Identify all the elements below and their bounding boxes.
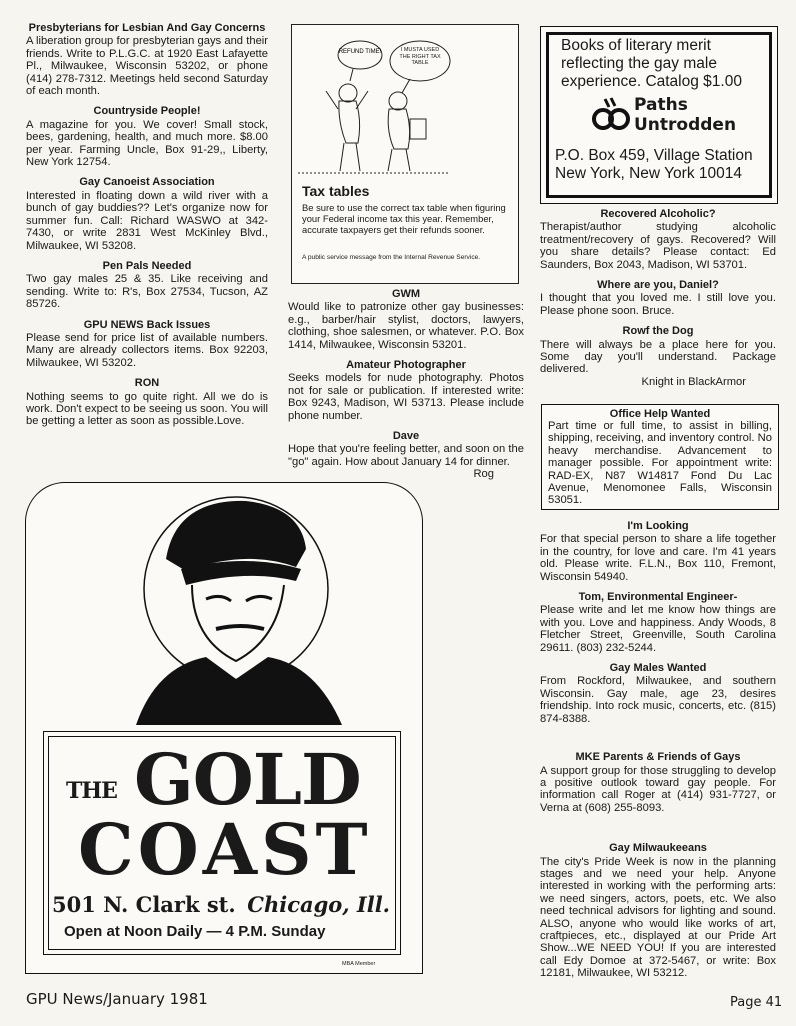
classified-ad	[540, 208, 776, 271]
classified-ad	[26, 176, 268, 251]
ad-body: A liberation group for presbyterian gays and their friends. Write to P.L.G.C. at 1920 East Lafayette Pl., Milwaukee, Wisconsin 53202, or phone (414) 278-7312. Meetings held second Saturday of each month.	[26, 35, 268, 98]
middle-column	[288, 288, 524, 489]
ad-heading: Presbyterians for Lesbian And Gay Concerns	[28, 22, 266, 34]
classified-ad	[540, 520, 776, 583]
books-address: P.O. Box 459, Village Station New York, New York 10014	[555, 147, 753, 182]
ad-body: A magazine for you. We cover! Small stock, bees, gardening, health, and much more. $8.00 per year. Farming Uncle, Box 91-29,, Liberty, New York 12754.	[26, 118, 268, 169]
classified-ad	[288, 288, 524, 351]
right-column-bottom	[540, 520, 776, 988]
ad-body: Nothing seems to go quite right. All we do is work. Don't expect to be seeing us soon. You will be getting a letter as soon as possible.Love.	[26, 390, 268, 428]
ad-body: There will always be a place here for you. Some day you'll understand. Package delivered.	[540, 338, 776, 376]
ad-body: The city's Pride Week is now in the planning stages and we need your help. Anyone interested in working with the performing arts: we need singers, actors, poets, etc. We also need technical advisors for lighting and sound. ALSO, anyone who would like works of art, craftpieces, etc., displayed at our Pride Art Show...WE NEED YOU! If you are interested call Edy Domoe at 372-5467, or write: Box 12181, Milwaukee, WI 53212.	[540, 855, 776, 980]
ad-heading: Rowf the Dog	[622, 325, 694, 338]
ad-heading: Tom, Environmental Engineer-	[578, 591, 738, 604]
tax-tables-psa	[291, 24, 519, 284]
ad-body: Please write and let me know how things are with you. Love and happiness. Andy Woods, 8 Fletcher Street, Greenville, South Carolina 29611. (803) 232-5244.	[540, 604, 776, 654]
books-logo-text	[634, 95, 736, 135]
classified-ad	[288, 359, 524, 422]
gold-coast-logo-box	[43, 731, 401, 955]
ad-heading: Recovered Alcoholic?	[600, 208, 716, 220]
ad-body: I thought that you loved me. I still love you. Please phone soon. Bruce.	[540, 292, 776, 317]
gold-coast-gold: GOLD	[134, 738, 361, 821]
gold-coast-coast: COAST	[78, 808, 372, 891]
ad-heading: I'm Looking	[627, 520, 689, 532]
ad-heading: MKE Parents & Friends of Gays	[575, 751, 741, 764]
ad-body: Two gay males 25 & 35. Like receiving and sending. Write to: R's, Box 27534, Tucson, AZ 85726.	[26, 273, 268, 311]
ad-heading: GWM	[391, 288, 421, 300]
ad-heading: Gay Milwaukeeans	[609, 842, 707, 855]
books-logo-line2: Untrodden	[634, 115, 737, 135]
tax-cartoon-illustration	[298, 31, 512, 179]
ad-body: Would like to patronize other gay businesses: e.g., barber/hair stylist, doctors, lawyers, clothing, shoe salesmen, or whatever. P.O. Box 1414, Milwaukee, Wisconsin 53201.	[288, 301, 524, 351]
ad-heading: Gay Canoeist Association	[79, 176, 215, 189]
gold-coast-ad	[25, 482, 423, 974]
tax-title: Tax tables	[302, 183, 370, 199]
gold-coast-address: 501 N. Clark st.	[52, 892, 236, 917]
classified-ad	[540, 662, 776, 725]
ad-body: A support group for those struggling to develop a positive outlook toward gay people. For information call Roger at (414) 931-7727, or Verna at (608) 255-8093.	[540, 764, 776, 814]
classified-ad	[26, 377, 268, 428]
tax-body: Be sure to use the correct tax table when figuring your Federal income tax this year. Remember, accurate taxpayers get their refunds sooner.	[302, 202, 506, 235]
ad-heading: Where are you, Daniel?	[597, 279, 719, 292]
ad-heading: Dave	[392, 430, 420, 443]
ad-body: Interested in floating down a wild river with a bunch of gay buddies?? Let's organize now for summer fun. Call: Richard WASWO at 342-7430, or write 2831 West McKinley Blvd., Milwaukee, WI 53208.	[26, 189, 268, 252]
office-help-heading: Office Help Wanted	[609, 408, 711, 420]
classified-ad	[540, 279, 776, 317]
classified-ad	[26, 319, 268, 370]
gold-coast-hours: Open at Noon Daily — 4 P.M. Sunday	[64, 923, 326, 940]
office-help-ad	[541, 404, 779, 510]
ad-body: From Rockford, Milwaukee, and southern Wisconsin. Gay male, age 23, desires friendship. Into rock music, concerts, etc. (815) 874-8388.	[540, 675, 776, 725]
classified-ad	[540, 842, 776, 979]
ad-body: For that special person to share a life together in the country, for love and care. I'm 41 years old. Please write. F.L.N., Box 110, Fremont, Wisconsin 54940.	[540, 533, 776, 583]
classified-ad	[26, 260, 268, 311]
classified-ad	[540, 591, 776, 654]
ad-heading: Amateur Photographer	[346, 359, 466, 372]
ad-signature: Knight in BlackArmor	[641, 375, 746, 388]
books-headline: Books of literary merit reflecting the gay male experience. Catalog $1.00	[561, 37, 742, 90]
classified-ad	[540, 751, 776, 814]
tax-note: A public service message from the Internal Revenue Service.	[302, 254, 481, 261]
ad-heading: Countryside People!	[93, 105, 201, 118]
right-column-top	[540, 208, 776, 396]
bubble-left-text: REFUND TIME!	[338, 49, 382, 55]
svg-text:REFUND TIME!	[339, 49, 382, 55]
gold-coast-city: Chicago, Ill.	[247, 892, 390, 917]
mba-member-label: MBA Member	[342, 961, 376, 967]
classified-ad	[288, 430, 524, 481]
gold-coast-the: THE	[66, 778, 117, 804]
ad-body: Please send for price list of available numbers. Many are already collectors items. Box 92203, Milwaukee, WI 53202.	[26, 331, 268, 369]
man-portrait-illustration	[96, 489, 356, 725]
ad-heading: RON	[134, 377, 160, 390]
left-column	[26, 22, 268, 436]
paths-untrodden-ad	[540, 26, 778, 204]
issue-footer: GPU News/January 1981	[26, 990, 208, 1008]
ad-heading: Pen Pals Needed	[102, 259, 192, 272]
bubble-right-text: I MUSTA USED THE RIGHT TAX TABLE	[399, 47, 441, 66]
ad-heading: GPU NEWS Back Issues	[83, 318, 211, 331]
office-help-body: Part time or full time, to assist in billing, shipping, receiving, and inventory control. No heavy merchandise. Advancement to manager possible. For appointment write: RAD-EX, N87 W14817 Fond Du Lac Avenue, Menomonee Falls, Wisconsin 53051.	[548, 420, 772, 507]
classified-ad	[540, 325, 776, 388]
ad-body: Seeks models for nude photography. Photos not for sale or publication. If interested write: Box 9243, Madison, WI 53713. Please include phone number.	[288, 372, 524, 422]
books-logo-line1: Paths	[634, 95, 688, 115]
ad-signature: Rog	[473, 468, 494, 481]
classified-ad	[26, 22, 268, 97]
ad-body: Hope that you're feeling better, and soon on the "go" again. How about January 14 for dinner.	[288, 443, 524, 468]
paths-untrodden-logo-icon	[591, 95, 631, 135]
ad-body: Therapist/author studying alcoholic treatment/recovery of gays. Recovered? Will you share details? Please contact: Ed Saunders, Box 2043, Madison, WI 53701.	[540, 221, 776, 271]
classified-ad	[26, 105, 268, 168]
ad-heading: Gay Males Wanted	[609, 662, 707, 675]
page-number: Page 41	[730, 995, 783, 1010]
